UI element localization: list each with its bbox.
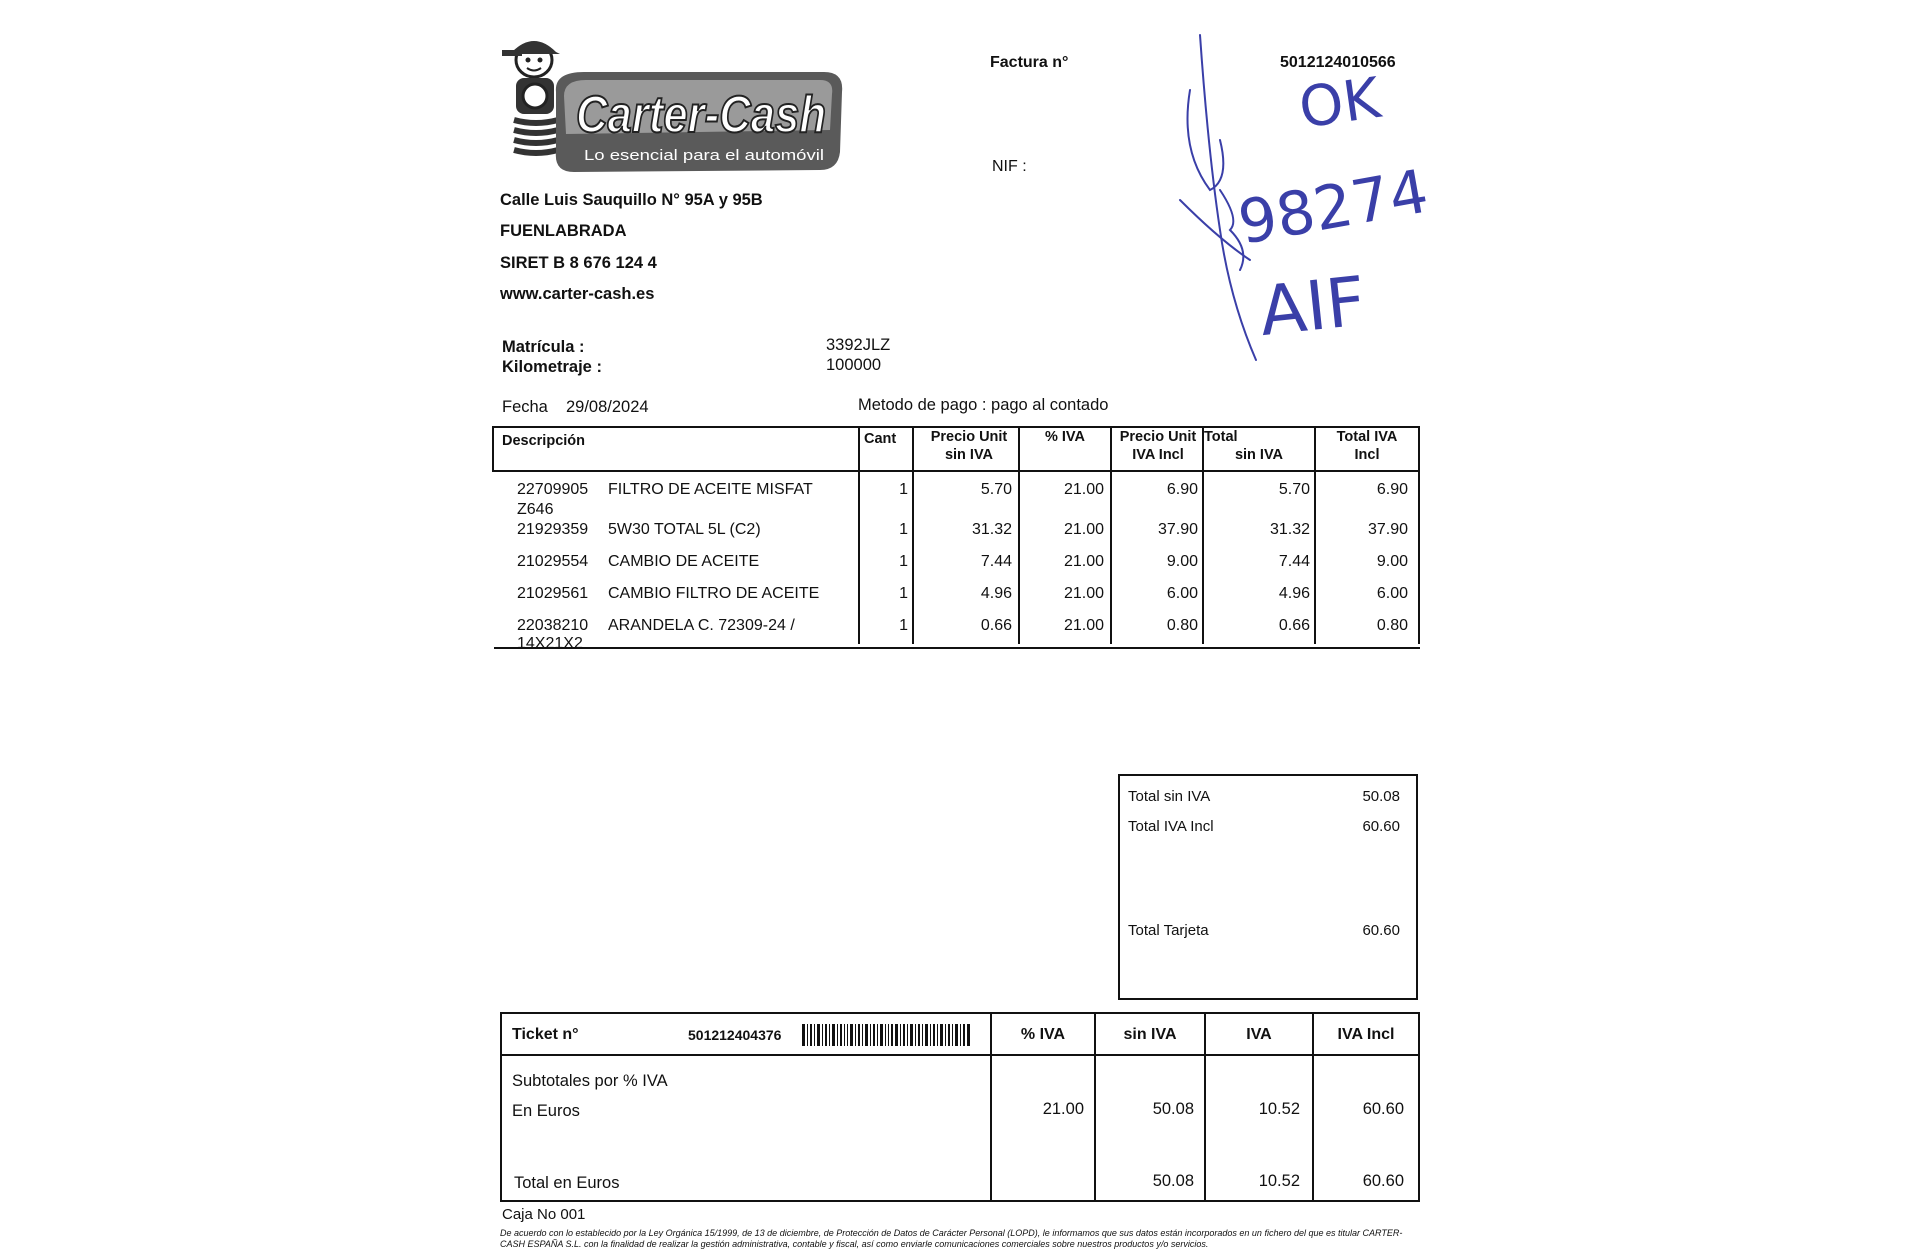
logo-tagline: Lo esencial para el automóvil [584,147,824,164]
item-code: 21929359 [517,521,589,538]
item-precio-unit-sin-iva: 31.32 [971,521,1012,538]
total-tarjeta-label: Total Tarjeta [1128,922,1209,939]
factura-label: Factura n° [990,54,1069,71]
item-cant: 1 [899,585,908,602]
item-precio-unit-iva-incl: 0.80 [1166,617,1198,634]
factura-number: 5012124010566 [1280,54,1396,71]
carter-cash-logo [494,30,844,180]
mascot-icon [502,41,560,153]
matricula-label: Matrícula : [502,338,585,356]
address-city: FUENLABRADA [500,222,627,240]
ticket-number: 501212404376 [688,1027,782,1043]
item-pct-iva: 21.00 [1063,553,1104,570]
matricula-value: 3392JLZ [826,336,891,354]
item-description: ARANDELA C. 72309-24 / [608,617,795,634]
handwritten-ok: OK [1295,65,1385,142]
en-euros-iva: 10.52 [1258,1100,1300,1118]
item-precio-unit-iva-incl: 9.00 [1166,553,1198,570]
en-euros-sin: 50.08 [1152,1100,1194,1118]
kilometraje-label: Kilometraje : [502,358,602,376]
header-precio-unit-sin-iva-line1: Precio Unit [930,429,1008,445]
caja-label: Caja No 001 [502,1206,586,1223]
ticket-col-sin-iva: sin IVA [1123,1026,1177,1043]
en-euros-label: En Euros [512,1102,580,1120]
header-total-iva-incl [1316,428,1418,464]
header-precio-unit-sin-iva [920,428,1018,464]
header-cant: Cant [864,431,897,447]
item-total-sin-iva: 0.66 [1278,617,1310,634]
header-precio-unit-iva-incl-line2: IVA Incl [1132,447,1184,463]
item-precio-unit-iva-incl: 6.90 [1166,481,1198,498]
total-sin-iva-value: 50.08 [1362,788,1400,805]
handwritten-annotation [1160,30,1460,370]
item-total-sin-iva: 31.32 [1269,521,1310,538]
item-precio-unit-sin-iva: 0.66 [980,617,1012,634]
item-cant: 1 [899,481,908,498]
fecha-label: Fecha [502,398,548,416]
total-sin-iva-label: Total sin IVA [1128,788,1211,805]
header-precio-unit-iva-incl [1102,428,1214,464]
total-tarjeta-value: 60.60 [1362,922,1400,939]
ticket-label: Ticket n° [512,1026,579,1043]
item-description-cont: Z646 [517,501,554,518]
barcode-icon [802,1024,972,1046]
item-total-iva-incl: 37.90 [1367,521,1408,538]
header-total-iva-incl-line2: Incl [1354,447,1380,463]
item-total-iva-incl: 6.90 [1376,481,1408,498]
header-pct-iva: % IVA [1044,429,1086,445]
item-description: CAMBIO DE ACEITE [608,553,760,570]
item-total-iva-incl: 6.00 [1376,585,1408,602]
item-description: 5W30 TOTAL 5L (C2) [608,521,761,538]
address-street: Calle Luis Sauquillo N° 95A y 95B [500,191,763,209]
header-precio-unit-sin-iva-line2: sin IVA [944,447,994,463]
item-total-iva-incl: 9.00 [1376,553,1408,570]
item-description: CAMBIO FILTRO DE ACEITE [608,585,820,602]
total-euros-label: Total en Euros [514,1174,620,1192]
item-pct-iva: 21.00 [1063,481,1104,498]
item-precio-unit-sin-iva: 4.96 [980,585,1012,602]
item-precio-unit-iva-incl: 37.90 [1157,521,1198,538]
item-description-cont: 14X21X2 [517,635,583,652]
fecha-value: 29/08/2024 [566,398,649,416]
item-total-iva-incl: 0.80 [1376,617,1408,634]
item-code: 21029554 [517,553,589,570]
item-precio-unit-sin-iva: 7.44 [980,553,1012,570]
items-table [492,426,1412,652]
nif-label: NIF : [992,158,1027,175]
total-iva-incl-value: 60.60 [1362,818,1400,835]
header-total-sin-iva-line1: Total [1204,429,1238,445]
total-euros-incl: 60.60 [1362,1172,1404,1190]
total-euros-iva: 10.52 [1258,1172,1300,1190]
ticket-col-iva: IVA [1246,1026,1272,1043]
item-pct-iva: 21.00 [1063,521,1104,538]
ticket-table [500,1012,1420,1202]
item-code: 22709905 [517,481,589,498]
handwritten-number: 98274 [1233,156,1434,259]
handwritten-aif: AIF [1255,262,1370,353]
ticket-col-pct-iva: % IVA [1020,1026,1066,1043]
total-iva-incl-label: Total IVA Incl [1128,818,1214,835]
item-total-sin-iva: 4.96 [1278,585,1310,602]
header-total-sin-iva-line2: sin IVA [1234,447,1284,463]
item-cant: 1 [899,617,908,634]
item-total-sin-iva: 5.70 [1278,481,1310,498]
header-descripcion: Descripción [502,433,585,449]
item-total-sin-iva: 7.44 [1278,553,1310,570]
subtotales-label: Subtotales por % IVA [512,1072,668,1090]
kilometraje-value: 100000 [826,356,882,374]
en-euros-incl: 60.60 [1362,1100,1404,1118]
item-precio-unit-sin-iva: 5.70 [980,481,1012,498]
totals-box [1118,774,1418,1000]
item-code: 21029561 [517,585,589,602]
ticket-col-iva-incl: IVA Incl [1337,1026,1395,1043]
item-precio-unit-iva-incl: 6.00 [1166,585,1198,602]
item-cant: 1 [899,521,908,538]
item-pct-iva: 21.00 [1063,585,1104,602]
en-euros-pct: 21.00 [1042,1100,1084,1118]
address-website: www.carter-cash.es [500,285,655,303]
item-code: 22038210 [517,617,589,634]
item-cant: 1 [899,553,908,570]
legal-text: De acuerdo con lo establecido por la Ley Orgánica 15/1999, de 13 de diciembre, de Protección de Datos de Carácter Personal (LOPD), le informamos que sus datos están incorporados en un fichero del que es titular CARTER-CASH ESPAÑA S.L. con la finalidad de realizar la gestión administrativa, contable y fiscal, así como enviarle comunicaciones comerciales sobre nuestros productos y/o servicios. [500,1228,1403,1249]
item-pct-iva: 21.00 [1063,617,1104,634]
total-euros-sin: 50.08 [1152,1172,1194,1190]
header-total-iva-incl-line1: Total IVA [1336,429,1398,445]
address-siret: SIRET B 8 676 124 4 [500,254,657,272]
item-description: FILTRO DE ACEITE MISFAT [608,481,813,498]
header-total-sin-iva [1204,428,1314,464]
metodo-pago: Metodo de pago : pago al contado [858,396,1109,414]
logo-text: Carter-Cash [576,86,826,144]
header-precio-unit-iva-incl-line1: Precio Unit [1119,429,1197,445]
